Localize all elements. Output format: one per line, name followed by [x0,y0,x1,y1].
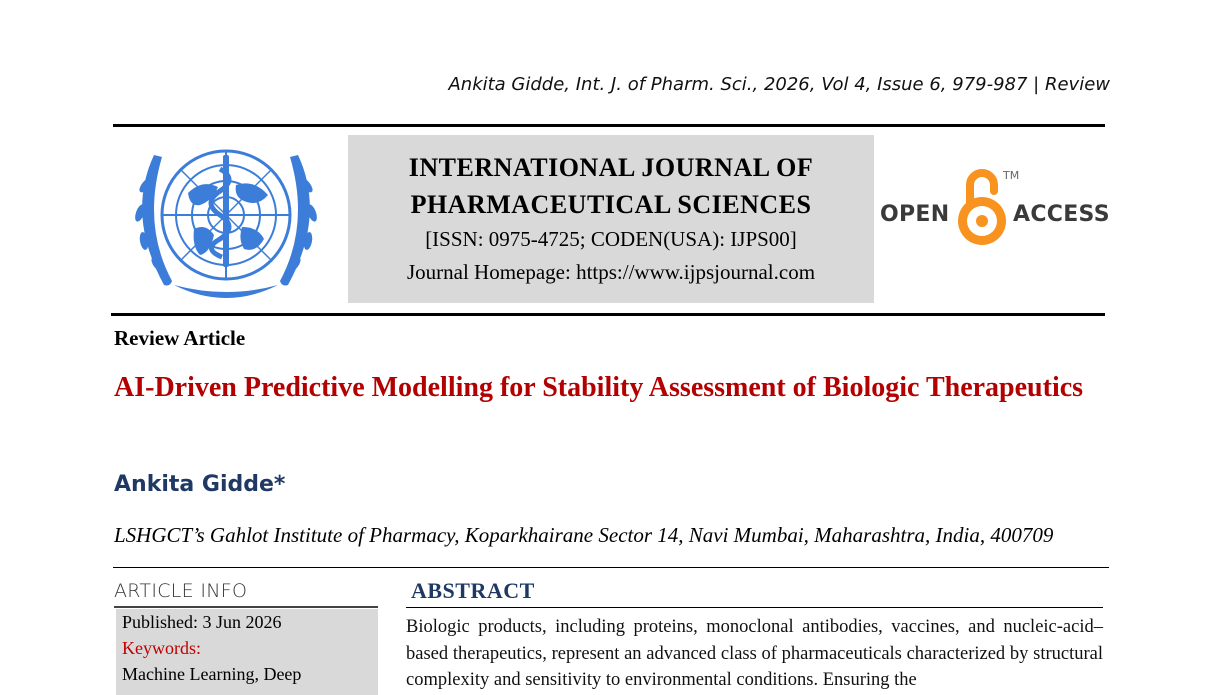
abstract-text: Biologic products, including proteins, monoclonal antibodies, vaccines, and nucleic-acid–based therapeutics, represent an advanced class of pharmaceuticals characterized by structural complexity and sensitivity to environmental conditions. Ensuring the [406,617,1103,690]
journal-name-line2: PHARMACEUTICAL SCIENCES [410,190,812,219]
abstract-rule [406,607,1103,608]
open-access-open-text: OPEN [880,202,950,227]
journal-name-line1: INTERNATIONAL JOURNAL OF [408,153,814,182]
running-head: Ankita Gidde, Int. J. of Pharm. Sci., 2026, Vol 4, Issue 6, 979-987 | Review [448,74,1110,95]
published-date: Published: 3 Jun 2026 [122,612,282,632]
trademark-symbol: TM [1003,169,1020,182]
keywords-value: Machine Learning, Deep [122,664,302,684]
abstract-heading: ABSTRACT [411,578,535,603]
open-access-access-text: ACCESS [1013,202,1110,227]
open-access-logo [880,165,1110,251]
author-affiliation: LSHGCT’s Gahlot Institute of Pharmacy, Koparkhairane Sector 14, Navi Mumbai, Maharashtra, India, 400709 [114,523,1054,547]
open-access-lock-icon [954,165,1010,251]
journal-masthead [348,135,874,303]
article-info-rule [114,606,378,608]
header-rule-top [113,124,1105,127]
section-divider [113,567,1109,568]
keywords-label: Keywords: [122,638,201,658]
article-info-heading: ARTICLE INFO [114,580,248,602]
journal-emblem-logo [124,135,328,307]
article-title: AI-Driven Predictive Modelling for Stability Assessment of Biologic Therapeutics [114,372,1084,403]
journal-homepage: Journal Homepage: https://www.ijpsjournal.com [406,260,816,284]
article-type: Review Article [114,326,246,350]
article-author: Ankita Gidde* [114,472,286,497]
header-rule-bottom [111,313,1105,316]
journal-issn: [ISSN: 0975-4725; CODEN(USA): IJPS00] [425,227,797,251]
